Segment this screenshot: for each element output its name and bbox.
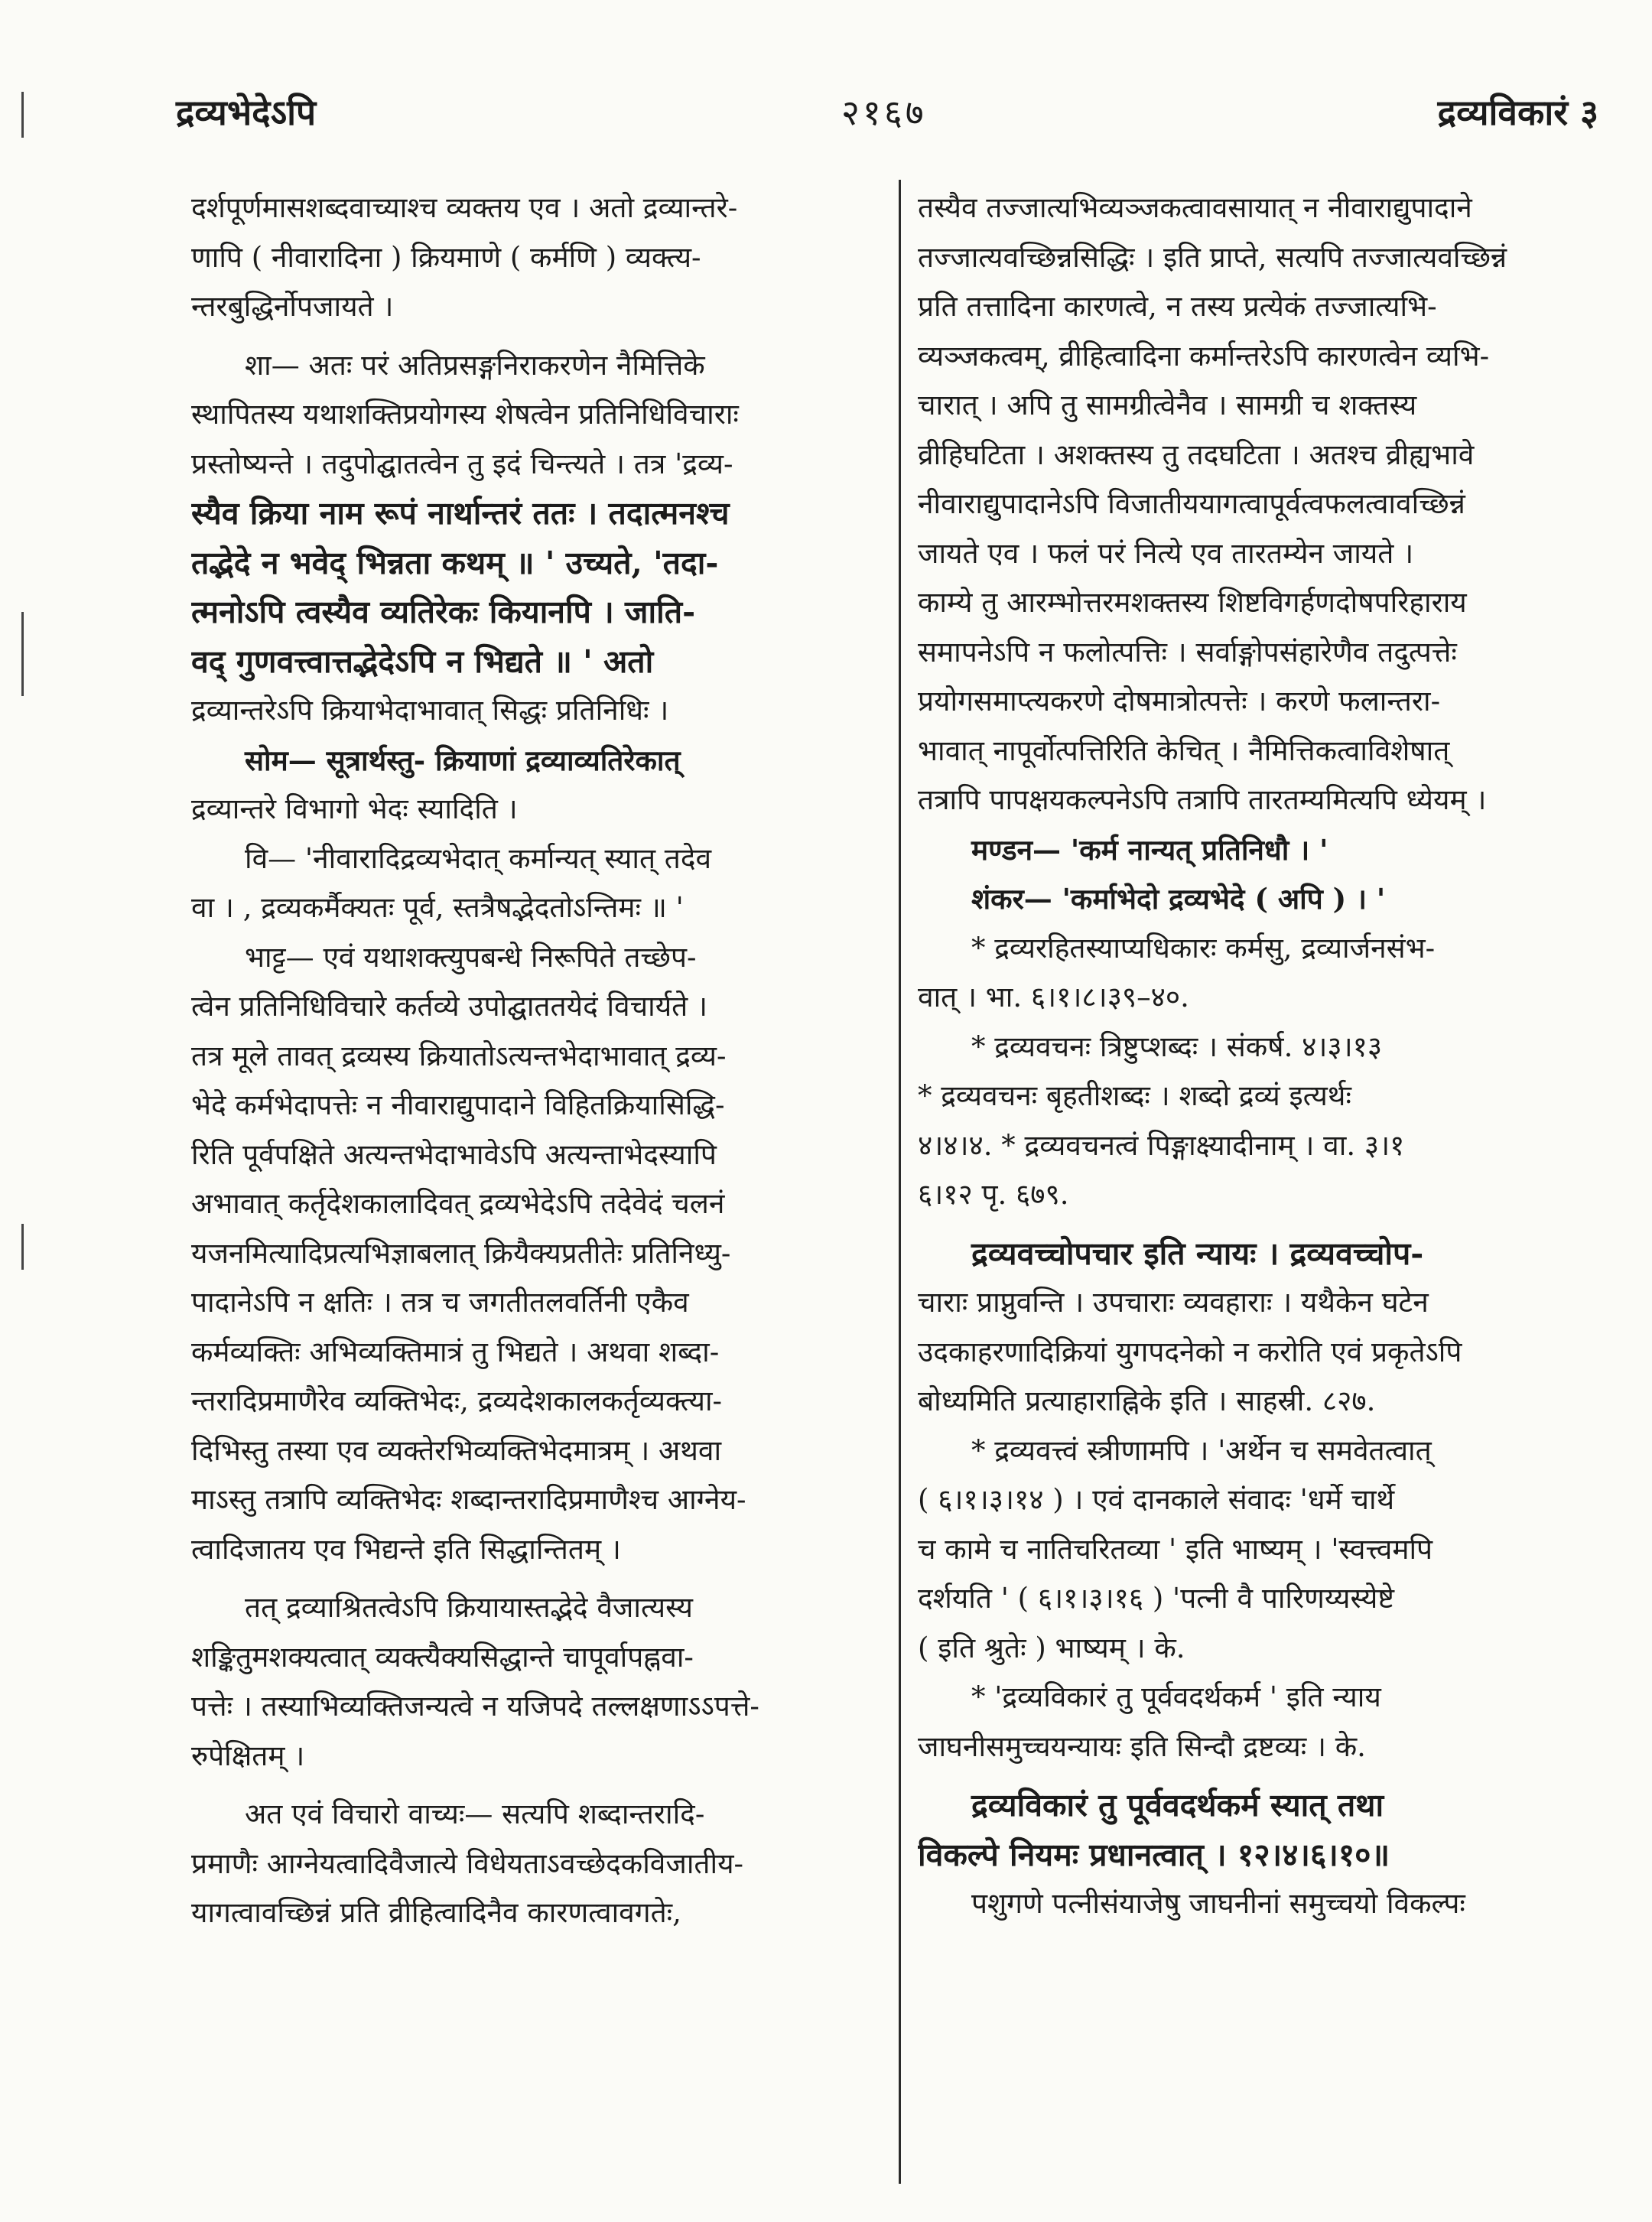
text-line: द्रव्यान्तरेऽपि क्रियाभेदाभावात् सिद्धः प्रतिनिधिः । bbox=[191, 694, 669, 727]
text-line: वा । , द्रव्यकर्मैक्यतः पूर्व, स्तत्रैषद्भेदतोऽन्तिमः ॥ ' bbox=[191, 891, 684, 924]
text-line: पशुगणे पत्नीसंयाजेषु जाघनीनां समुच्चयो विकल्पः bbox=[971, 1887, 1465, 1920]
text-line: भेदे कर्मभेदापत्तेः न नीवाराद्युपादाने विहितक्रियासिद्धि- bbox=[191, 1088, 725, 1121]
text-line: यजनमित्यादिप्रत्यभिज्ञाबलात् क्रियैक्यप्रतीतेः प्रतिनिध्यु- bbox=[191, 1236, 731, 1270]
text-line: उदकाहरणादिक्रियां युगपदनेको न करोति एवं प्रकृतेऽपि bbox=[918, 1335, 1462, 1368]
verse-line: तद्भेदे न भवेद् भिन्नता कथम् ॥ ' उच्यते, 'तदा- bbox=[191, 544, 719, 581]
text-line: * 'द्रव्यविकारं तु पूर्ववदर्थकर्म ' इति न्याय bbox=[971, 1680, 1381, 1713]
text-line: तस्यैव तज्जात्यभिव्यञ्जकत्वावसायात् न नीवाराद्युपादाने bbox=[918, 191, 1472, 224]
text-line: तत्र मूले तावत् द्रव्यस्य क्रियातोऽत्यन्तभेदाभावात् द्रव्य- bbox=[191, 1039, 727, 1072]
text-line: ( ६।१।३।१४ ) । एवं दानकाले संवादः 'धर्मे चार्थे bbox=[918, 1483, 1395, 1516]
sutra-heading: विकल्पे नियमः प्रधानत्वात् । १२।४।६।१०॥ bbox=[918, 1836, 1390, 1873]
text-line: व्यञ्जकत्वम्, व्रीहित्वादिना कर्मान्तरेऽपि कारणत्वेन व्यभि- bbox=[918, 339, 1490, 373]
text-line: दिभिस्तु तस्या एव व्यक्तेरभिव्यक्तिभेदमात्रम् । अथवा bbox=[191, 1433, 722, 1467]
text-line: प्रयोगसमाप्त्यकरणे दोषमात्रोत्पत्तेः । करणे फलान्तरा- bbox=[918, 685, 1441, 717]
text-line: शा— अतः परं अतिप्रसङ्गनिराकरणेन नैमित्तिके bbox=[245, 348, 705, 382]
text-line: * द्रव्यवचनः त्रिष्टुप्शब्दः । संकर्ष. ४।३।१३ bbox=[971, 1030, 1383, 1063]
text-line: समापनेऽपि न फलोत्पत्तिः । सर्वाङ्गोपसंहारेणैव तदुत्पत्तेः bbox=[918, 635, 1457, 669]
sutra-heading: द्रव्यविकारं तु पूर्ववदर्थकर्म स्यात् तथा bbox=[971, 1787, 1384, 1823]
text-line: दर्शयति ' ( ६।१।३।१६ ) 'पत्नी वै पारिणय्यस्येष्टे bbox=[918, 1582, 1394, 1615]
text-line: ४।४।४. * द्रव्यवचनत्वं पिङ्गाक्ष्यादीनाम् । वा. ३।१ bbox=[918, 1128, 1405, 1162]
text-line: जायते एव । फलं परं नित्ये एव तारतम्येन जायते । bbox=[918, 536, 1414, 570]
text-line: णापि ( नीवारादिना ) क्रियमाणे ( कर्मणि ) व्यक्त्य- bbox=[191, 240, 701, 274]
margin-mark bbox=[21, 1224, 24, 1270]
text-line: रुपेक्षितम् । bbox=[191, 1739, 305, 1772]
text-line: त्वेन प्रतिनिधिविचारे कर्तव्ये उपोद्घाततयेदं विचार्यते । bbox=[191, 990, 708, 1023]
page-number: २१६७ bbox=[841, 92, 927, 133]
text-line: यागत्वावच्छिन्नं प्रति व्रीहित्वादिनैव कारणत्वावगतेः, bbox=[191, 1896, 681, 1929]
right-column bbox=[918, 184, 1598, 2188]
text-line: अभावात् कर्तृदेशकालादिवत् द्रव्यभेदेऽपि तदेवेदं चलनं bbox=[191, 1187, 725, 1220]
text-line: त्वादिजातय एव भिद्यन्ते इति सिद्धान्तितम् । bbox=[191, 1532, 621, 1566]
text-line: * द्रव्यवत्त्वं स्त्रीणामपि । 'अर्थेन च समवेतत्वात् bbox=[971, 1433, 1432, 1467]
text-line: कर्मव्यक्तिः अभिव्यक्तिमात्रं तु भिद्यते । अथवा शब्दा- bbox=[191, 1335, 720, 1368]
left-column bbox=[191, 184, 883, 2188]
text-line: वि— 'नीवारादिद्रव्यभेदात् कर्मान्यत् स्यात् तदेव bbox=[245, 841, 712, 875]
text-line: तत् द्रव्याश्रितत्वेऽपि क्रियायास्तद्भेदे वैजात्यस्य bbox=[245, 1591, 693, 1624]
text-line: न्तरादिप्रमाणैरेव व्यक्तिभेदः, द्रव्यदेशकालकर्तृव्यक्त्या- bbox=[191, 1384, 723, 1417]
text-line: शङ्कितुमशक्यत्वात् व्यक्त्यैक्यसिद्धान्ते चापूर्वापह्नवा- bbox=[191, 1640, 694, 1674]
text-line: दर्शपूर्णमासशब्दवाच्याश्च व्यक्तय एव । अतो द्रव्यान्तरे- bbox=[191, 191, 738, 224]
text-line: मण्डन— 'कर्म नान्यत् प्रतिनिधौ । ' bbox=[971, 832, 1328, 867]
margin-mark bbox=[21, 92, 24, 138]
text-line: च कामे च नातिचरितव्या ' इति भाष्यम् । 'स्वत्त्वमपि bbox=[918, 1532, 1433, 1566]
text-line: * द्रव्यवचनः बृहतीशब्दः । शब्दो द्रव्यं इत्यर्थः bbox=[918, 1079, 1351, 1112]
text-line: स्थापितस्य यथाशक्तिप्रयोगस्य शेषत्वेन प्रतिनिधिविचाराः bbox=[191, 398, 739, 431]
header-left-keyword: द्रव्यभेदेऽपि bbox=[176, 92, 317, 133]
text-line: सोम— सूत्रार्थस्तु- क्रियाणां द्रव्याव्यतिरेकात् bbox=[245, 743, 681, 777]
text-line: व्रीहिघटिता । अशक्तस्य तु तदघटिता । अतश्च व्रीह्यभावे bbox=[918, 438, 1475, 471]
text-line: ६।१२ पृ. ६७९. bbox=[918, 1178, 1069, 1211]
text-line: बोध्यमिति प्रत्याहाराह्निके इति । साहस्री. ८२७. bbox=[918, 1384, 1376, 1417]
verse-line: स्यैव क्रिया नाम रूपं नार्थान्तरं ततः । तदात्मनश्च bbox=[191, 495, 730, 532]
text-line: तज्जात्यवच्छिन्नसिद्धिः । इति प्राप्ते, सत्यपि तज्जात्यवच्छिन्नं bbox=[918, 240, 1507, 274]
text-line: द्रव्यान्तरे विभागो भेदः स्यादिति । bbox=[191, 792, 518, 825]
text-line: काम्ये तु आरम्भोत्तरमशक्तस्य शिष्टविगर्हणदोषपरिहाराय bbox=[918, 586, 1467, 619]
text-line: वात् । भा. ६।१।८।३९–४०. bbox=[918, 981, 1189, 1013]
maxim-heading: द्रव्यवच्चोपचार इति न्यायः । द्रव्यवच्चोप- bbox=[971, 1235, 1424, 1272]
text-line: तत्रापि पापक्षयकल्पनेऽपि तत्रापि तारतम्यमित्यपि ध्येयम् । bbox=[918, 783, 1487, 816]
text-line: माऽस्तु तत्रापि व्यक्तिभेदः शब्दान्तरादिप्रमाणैश्च आग्नेय- bbox=[191, 1483, 746, 1516]
text-line: नीवाराद्युपादानेऽपि विजातीययागत्वापूर्वत्वफलत्वावच्छिन्नं bbox=[918, 487, 1465, 520]
column-divider bbox=[899, 180, 901, 2184]
verse-line: वद् गुणवत्त्वात्तद्भेदेऽपि न भिद्यते ॥ ' अतो bbox=[191, 643, 654, 680]
text-line: भावात् नापूर्वोत्पत्तिरिति केचित् । नैमित्तिकत्वाविशेषात् bbox=[918, 734, 1450, 767]
text-line: ( इति श्रुतेः ) भाष्यम् । के. bbox=[918, 1631, 1185, 1664]
text-line: प्रमाणैः आग्नेयत्वादिवैजात्ये विधेयताऽवच्छेदकविजातीय- bbox=[191, 1846, 744, 1880]
text-line: भाट्ट— एवं यथाशक्त्युपबन्धे निरूपिते तच्छेप- bbox=[245, 940, 697, 974]
text-line: * द्रव्यरहितस्याप्यधिकारः कर्मसु, द्रव्यार्जनसंभ- bbox=[971, 931, 1436, 965]
text-line: पत्तेः । तस्याभिव्यक्तिजन्यत्वे न यजिपदे तल्लक्षणाऽऽपत्ते- bbox=[191, 1690, 759, 1723]
text-line: प्रस्तोष्यन्ते । तदुपोद्घातत्वेन तु इदं चिन्त्यते । तत्र 'द्रव्य- bbox=[191, 447, 733, 480]
text-line: शंकर— 'कर्माभेदो द्रव्यभेदे ( अपि ) । ' bbox=[971, 882, 1386, 916]
header-right-keyword: द्रव्यविकारं ३ bbox=[1437, 92, 1598, 133]
text-line: चारात् । अपि तु सामग्रीत्वेनैव । सामग्री च शक्तस्य bbox=[918, 389, 1417, 421]
text-line: रिति पूर्वपक्षिते अत्यन्तभेदाभावेऽपि अत्यन्ताभेदस्यापि bbox=[191, 1137, 717, 1171]
margin-mark bbox=[21, 612, 24, 696]
page-header bbox=[176, 80, 1598, 149]
text-line: अत एवं विचारो वाच्यः— सत्यपि शब्दान्तरादि- bbox=[245, 1797, 705, 1830]
text-line: चाराः प्राप्नुवन्ति । उपचाराः व्यवहाराः । यथैकेन घटेन bbox=[918, 1286, 1429, 1319]
text-line: प्रति तत्तादिना कारणत्वे, न तस्य प्रत्येकं तज्जात्यभि- bbox=[918, 290, 1437, 323]
verse-line: त्मनोऽपि त्वस्यैव व्यतिरेकः कियानपि । जाति- bbox=[191, 594, 696, 630]
text-line: न्तरबुद्धिर्नोपजायते । bbox=[191, 290, 394, 323]
text-line: पादानेऽपि न क्षतिः । तत्र च जगतीतलवर्तिनी एकैव bbox=[191, 1286, 689, 1319]
text-line: जाघनीसमुच्चयन्यायः इति सिन्दौ द्रष्टव्यः । के. bbox=[918, 1729, 1366, 1763]
